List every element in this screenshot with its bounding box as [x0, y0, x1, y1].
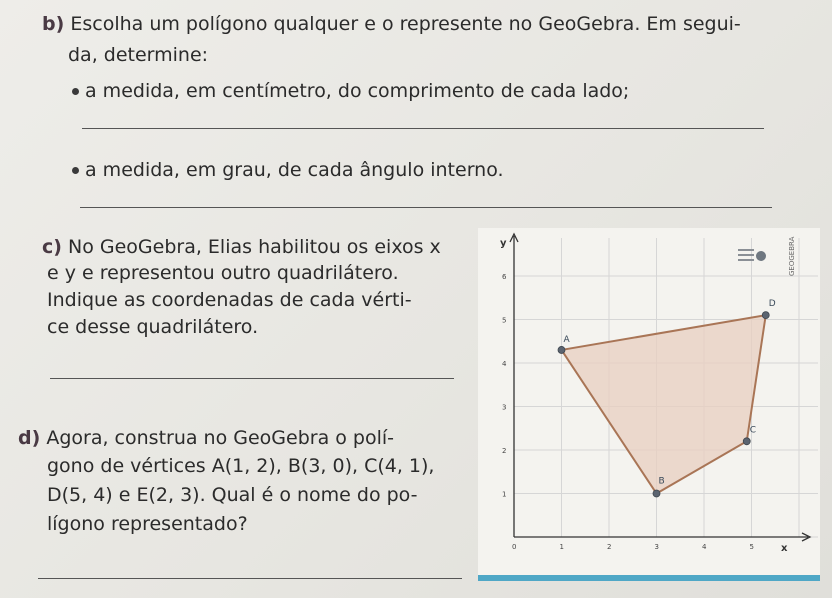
x-tick-label: 5 [749, 543, 754, 551]
y-axis-label: y [500, 238, 507, 249]
point-d [762, 312, 769, 319]
part-b [42, 12, 741, 36]
point-b [653, 490, 660, 497]
part-b-label: b) [42, 13, 65, 35]
y-tick-label: 5 [502, 316, 507, 325]
bullet-item-1: a medida, em centímetro, do comprimento de cada lado; [85, 80, 630, 102]
part-d-line3: D(5, 4) e E(2, 3). Qual é o nome do po- [47, 484, 418, 506]
y-tick-label: 3 [502, 403, 507, 412]
point-label-c: C [749, 425, 757, 436]
bullet-item-2: a medida, em grau, de cada ângulo interno. [85, 159, 504, 181]
x-tick-label: 1 [559, 543, 564, 551]
part-d-line2: gono de vértices A(1, 2), B(3, 0), C(4, 1), [47, 455, 435, 477]
part-c-line3: Indique as coordenadas de cada vérti- [47, 289, 412, 311]
part-d-label: d) [18, 427, 41, 449]
part-d [18, 426, 394, 450]
answer-line-3 [50, 378, 454, 379]
x-axis-label: x [781, 543, 788, 554]
part-c [42, 235, 441, 259]
x-tick-label: 2 [607, 543, 612, 551]
part-d-line4: lígono representado? [47, 513, 248, 535]
part-c-line4: ce desse quadrilátero. [47, 316, 259, 338]
geogebra-side-text: GEOGEBRA [788, 236, 796, 276]
geogebra-canvas [478, 228, 820, 581]
y-tick-label: 1 [502, 490, 507, 499]
bullet-icon [72, 167, 79, 174]
answer-line-1 [82, 128, 764, 129]
part-c-label: c) [42, 236, 62, 258]
part-c-line1: No GeoGebra, Elias habilitou os eixos x [68, 236, 441, 258]
point-c [743, 438, 750, 445]
y-tick-label: 2 [502, 447, 507, 455]
point-label-d: D [768, 299, 776, 310]
part-d-line1: Agora, construa no GeoGebra o polí- [46, 427, 395, 449]
x-tick-label: 4 [702, 543, 707, 551]
y-tick-label: 6 [502, 273, 507, 281]
bottom-bar [478, 575, 820, 581]
y-tick-label: 4 [502, 360, 507, 368]
bullet-icon [72, 88, 79, 95]
answer-line-2 [80, 207, 772, 208]
answer-line-4 [38, 578, 462, 579]
part-c-line2: e y e representou outro quadrilátero. [47, 262, 399, 284]
x-tick-label: 0 [512, 543, 517, 551]
point-label-b: B [658, 476, 665, 487]
point-label-a: A [563, 334, 570, 345]
point-a [558, 346, 565, 353]
x-tick-label: 3 [654, 543, 659, 551]
part-b-line2: da, determine: [68, 44, 209, 66]
part-b-line1: Escolha um polígono qualquer e o represente no GeoGebra. Em segui- [70, 13, 741, 35]
geogebra-graph [478, 228, 820, 581]
